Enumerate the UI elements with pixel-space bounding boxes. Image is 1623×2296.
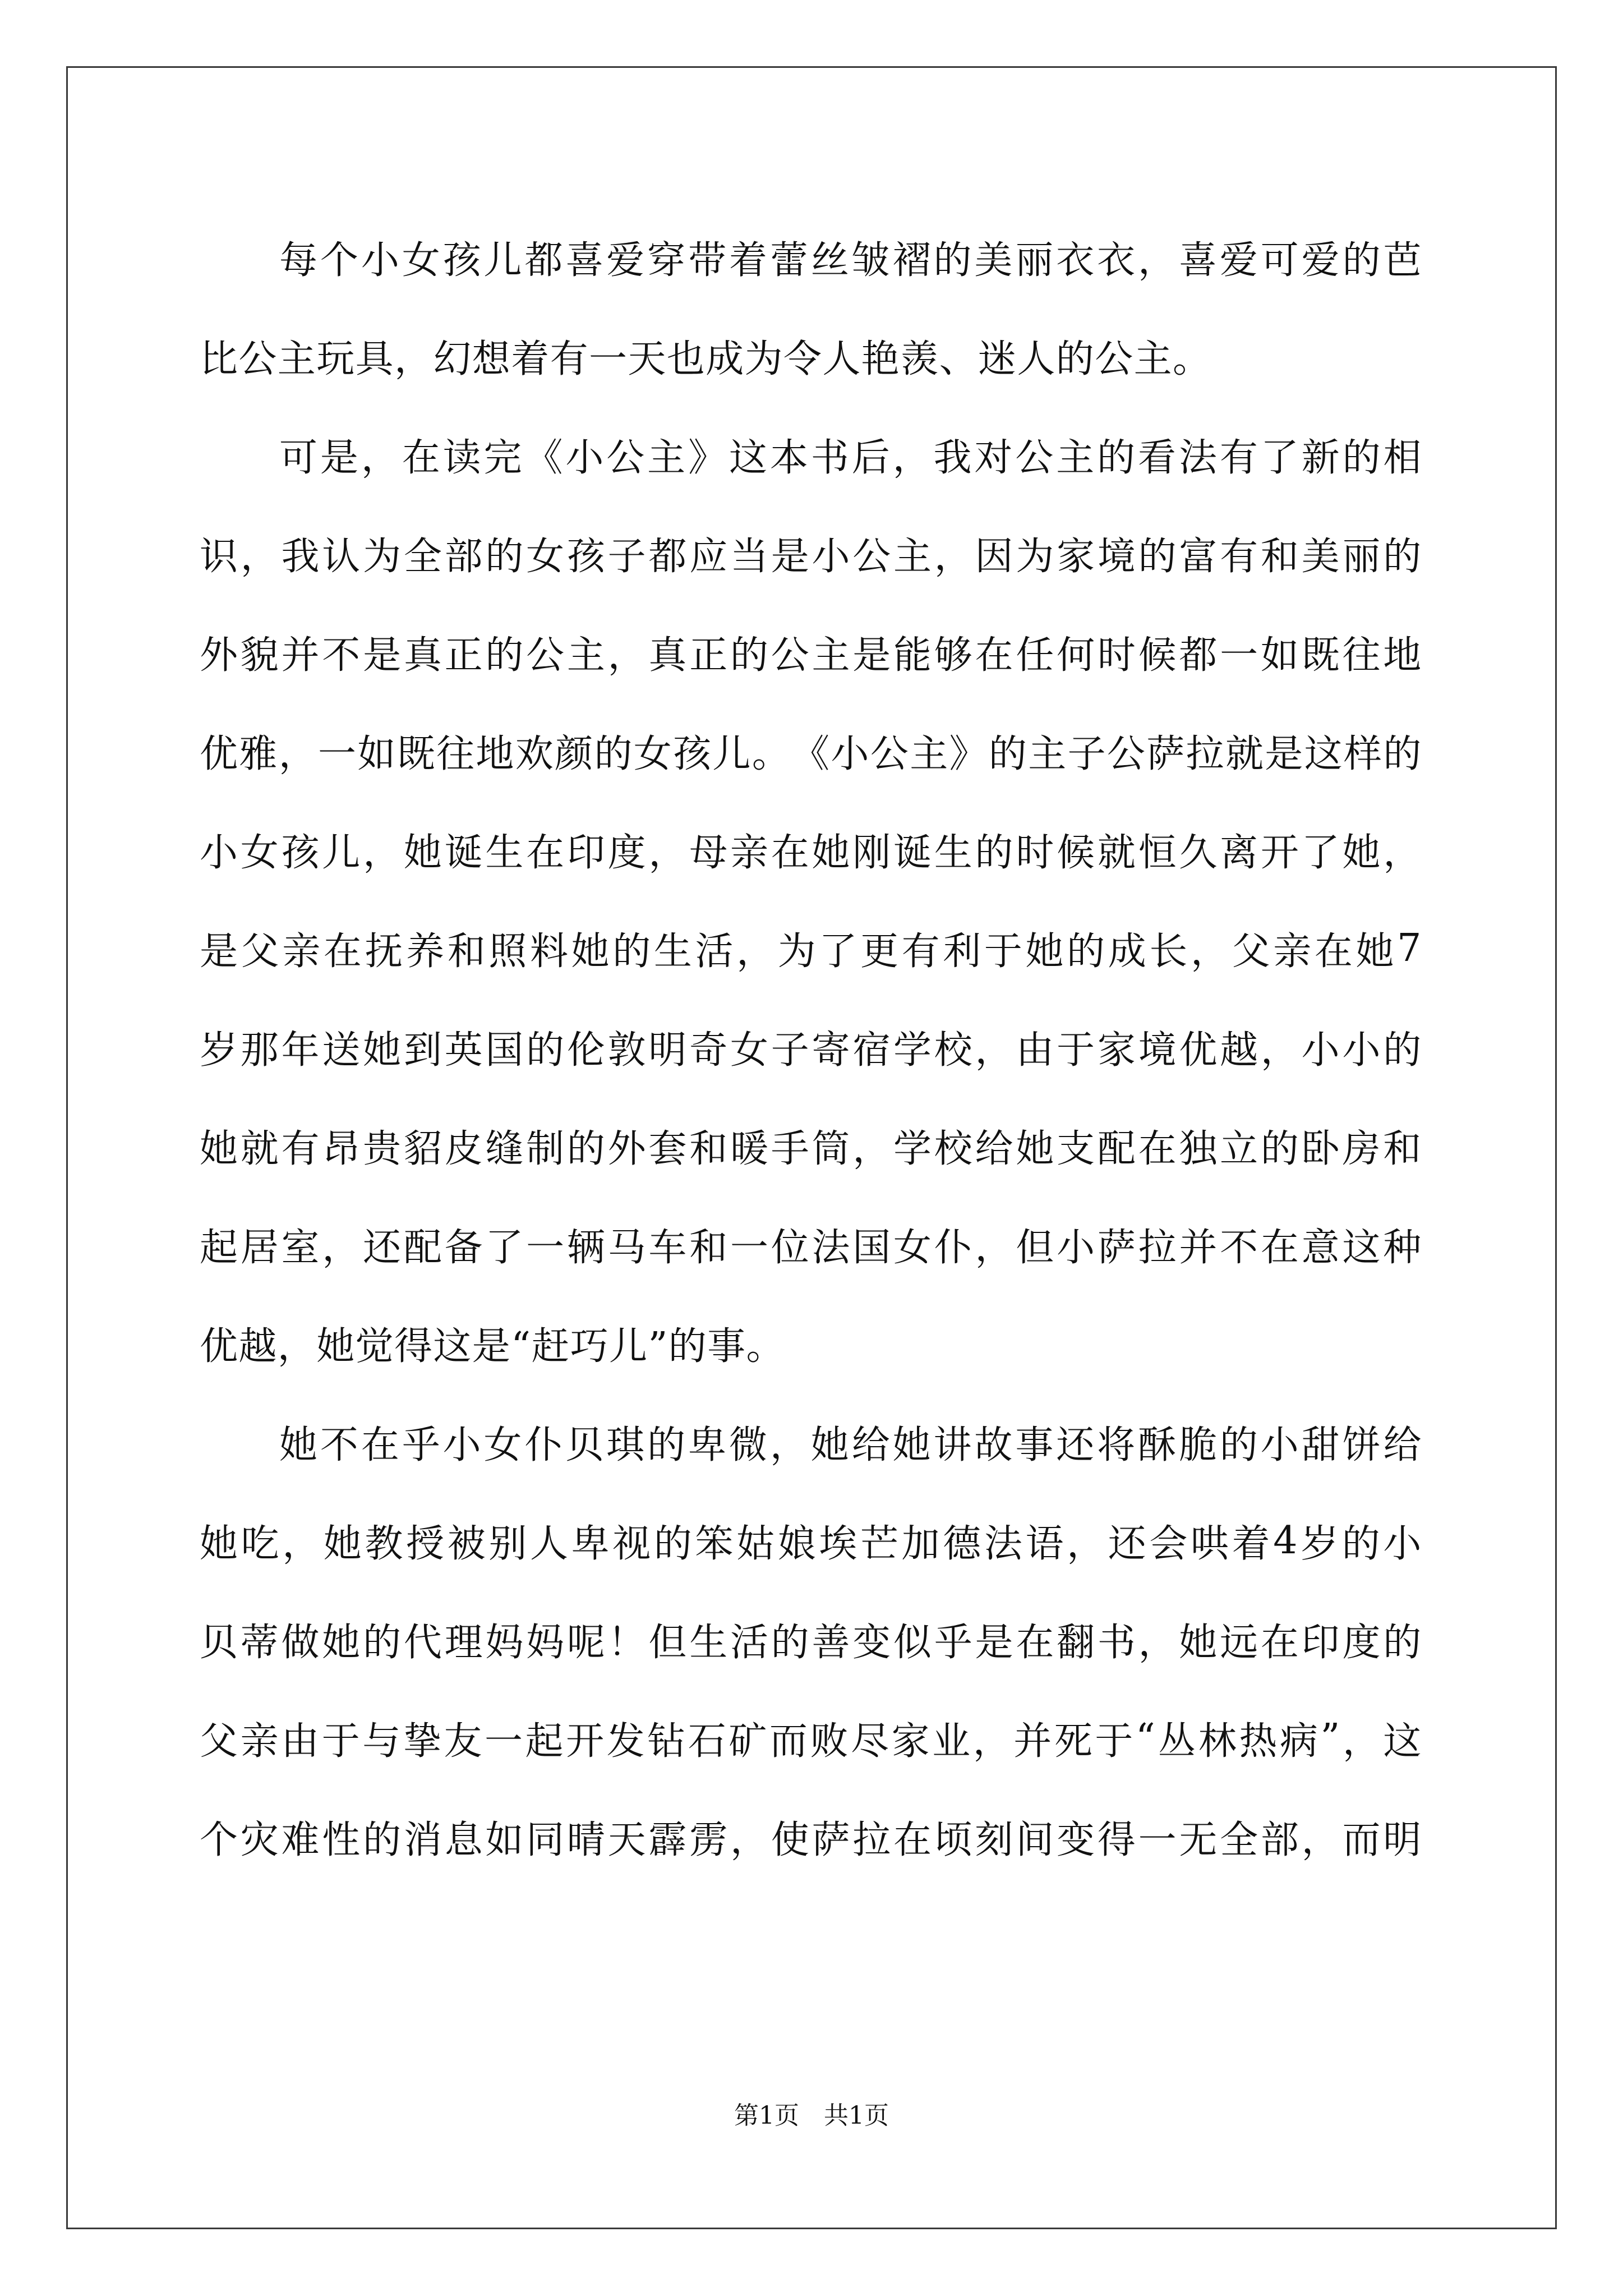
text-line: 识 ， 我 认 为 全 部 的 女 孩 子 都 应 当 是 小 公 主 ， 因 为 家 境 的 富 有 和 美 丽 的 xyxy=(200,534,1422,579)
text-line: 比公主玩具，幻想着有一天也成为令人艳羡、迷人的公主。 xyxy=(200,337,1212,381)
text-line: 她 不 在 乎 小 女 仆 贝 琪 的 卑 微 ， 她 给 她 讲 故 事 还 将 酥 脆 的 小 甜 饼 给 xyxy=(279,1423,1422,1467)
text-line: 可 是 ， 在 读 完 《 小 公 主 》 这 本 书 后 ， 我 对 公 主 的 看 法 有 了 新 的 相 xyxy=(279,435,1422,480)
text-line: 优 雅 ， 一 如 既 往 地 欢 颜 的 女 孩 儿 。 《 小 公 主 》 的 主 子 公 萨 拉 就 是 这 样 的 xyxy=(200,731,1422,776)
text-line: 她 就 有 昂 贵 貂 皮 缝 制 的 外 套 和 暖 手 筒 ， 学 校 给 她 支 配 在 独 立 的 卧 房 和 xyxy=(200,1126,1422,1171)
text-line: 优越，她觉得这是“赶巧儿”的事。 xyxy=(200,1324,785,1369)
text-line: 外 貌 并 不 是 真 正 的 公 主 ， 真 正 的 公 主 是 能 够 在 任 何 时 候 都 一 如 既 往 地 xyxy=(200,633,1422,678)
page-footer: 第1页 共1页 xyxy=(734,2101,889,2130)
text-line: 个 灾 难 性 的 消 息 如 同 晴 天 霹 雳 ， 使 萨 拉 在 顷 刻 间 变 得 一 无 全 部 ， 而 明 xyxy=(200,1818,1422,1862)
text-line: 小 女 孩 儿 ， 她 诞 生 在 印 度 ， 母 亲 在 她 刚 诞 生 的 时 候 就 恒 久 离 开 了 她 ， xyxy=(200,830,1422,875)
document-body xyxy=(200,208,1422,1886)
text-line: 她 吃 ， 她 教 授 被 别 人 卑 视 的 笨 姑 娘 埃 芒 加 德 法 语 ， 还 会 哄 着 4 岁 的 小 xyxy=(200,1518,1422,1566)
text-line: 是 父 亲 在 抚 养 和 照 料 她 的 生 活 ， 为 了 更 有 利 于 她 的 成 长 ， 父 亲 在 她 7 xyxy=(200,926,1422,974)
text-line: 贝 蒂 做 她 的 代 理 妈 妈 呢 ！ 但 生 活 的 善 变 似 乎 是 在 翻 书 ， 她 远 在 印 度 的 xyxy=(200,1620,1422,1665)
text-line: 父 亲 由 于 与 挚 友 一 起 开 发 钻 石 矿 而 败 尽 家 业 ， 并 死 于 “ 丛 林 热 病 ” ， 这 xyxy=(200,1715,1422,1764)
text-line: 起 居 室 ， 还 配 备 了 一 辆 马 车 和 一 位 法 国 女 仆 ， 但 小 萨 拉 并 不 在 意 这 种 xyxy=(200,1225,1422,1270)
text-line: 岁 那 年 送 她 到 英 国 的 伦 敦 明 奇 女 子 寄 宿 学 校 ， 由 于 家 境 优 越 ， 小 小 的 xyxy=(200,1028,1422,1073)
text-line: 每 个 小 女 孩 儿 都 喜 爱 穿 带 着 蕾 丝 皱 褶 的 美 丽 衣 衣 ， 喜 爱 可 爱 的 芭 xyxy=(279,238,1422,283)
